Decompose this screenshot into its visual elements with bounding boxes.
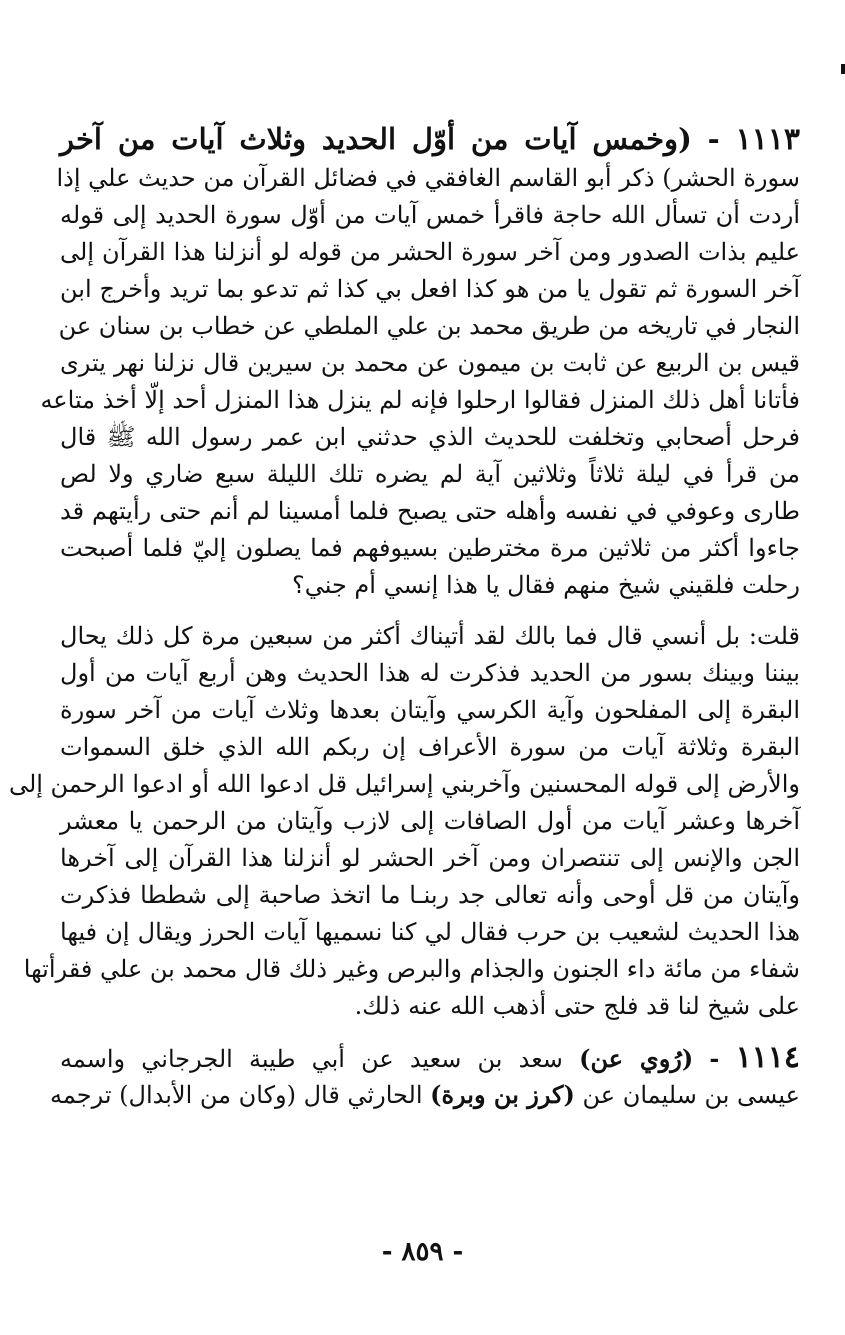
entry-text: سعد بن سعيد عن أبي طيبة الجرجاني واسمه	[60, 1045, 563, 1073]
entry-1113-heading	[60, 118, 800, 160]
comment-line: آخرها وعشر آيات من أول الصافات إلى لازب وآيتان من الرحمن يا معشر	[60, 807, 800, 835]
text-line: عليم بذات الصدور ومن آخر سورة الحشر من قوله لو أنزلنا هذا القرآن إلى	[60, 238, 800, 266]
text-line: طارى وعوفي في نفسه وأهله حتى يصبح فلما أمسينا لم أنم حتى رأيتهم قد	[60, 497, 800, 525]
paragraph-gap	[60, 1025, 800, 1039]
text-line: آخر السورة ثم تقول يا من هو كذا افعل بي كذا ثم تدعو بما تريد وأخرج ابن	[60, 275, 800, 303]
entry-number: ١١١٤	[735, 1040, 801, 1075]
entry-number: ١١١٣	[735, 122, 800, 157]
entry-label: (رُوي عن)	[579, 1044, 694, 1073]
paragraph-gap	[60, 604, 800, 618]
comment-line: بيننا وبينك بسور من الحديد فذكرت له هذا الحديث وهن أربع آيات من أول	[60, 659, 800, 687]
text-line: فأتانا أهل ذلك المنزل فقالوا ارحلوا فإنه لم ينزل هذا المنزل أحد إلّا أخذ متاعه	[40, 386, 800, 414]
text-line: أردت أن تسأل الله حاجة فاقرأ خمس آيات من أوّل سورة الحديد إلى قوله	[60, 201, 800, 229]
text-line: النجار في تاريخه من طريق محمد بن علي الملطي عن خطاب بن سنان عن	[58, 312, 800, 340]
comment-line: هذا الحديث لشعيب بن حرب فقال لي كنا نسميها آيات الحرز ويقال إن فيها	[60, 918, 800, 946]
text-line: جاءوا أكثر من ثلاثين مرة مخترطين بسيوفهم فما يصلون إليّ فلما أصبحت	[60, 534, 800, 562]
page-number: - ٨٥٩ -	[381, 1237, 464, 1267]
comment-line: قلت: بل أنسي قال فما بالك لقد أتيناك أكثر من سبعين مرة كل ذلك يحال	[60, 622, 800, 650]
comment-line: البقرة إلى المفلحون وآية الكرسي وآيتان بعدها وثلاث آيات من آخر سورة	[60, 696, 800, 724]
text-line: سورة الحشر) ذكر أبو القاسم الغافقي في فضائل القرآن من حديث علي إذا	[56, 164, 800, 192]
entry-text: الحارثي قال (وكان من الأبدال) ترجمه	[50, 1081, 423, 1109]
entry-text: عيسى بن سليمان عن	[582, 1081, 800, 1109]
comment-line: شفاء من مائة داء الجنون والجذام والبرص وغير ذلك قال محمد بن علي فقرأتها	[23, 955, 800, 983]
comment-line: البقرة وثلاثة آيات من سورة الأعراف إن ربكم الله الذي خلق السموات	[60, 733, 800, 761]
text-line: من قرأ في ليلة ثلاثاً وثلاثين آية لم يضره تلك الليلة سبع ضاري ولا لص	[60, 460, 800, 488]
text-line: رحلت فلقيني شيخ منهم فقال يا هذا إنسي أم جني؟	[291, 571, 800, 599]
comment-line: على شيخ لنا قد فلج حتى أذهب الله عنه ذلك.	[354, 992, 800, 1020]
corner-mark	[841, 64, 845, 74]
comment-line: الجن والإنس إلى تنتصران ومن آخر الحشر لو أنزلنا هذا القرآن إلى آخرها	[60, 844, 800, 872]
comment-line: والأرض إلى قوله المحسنين وآخربني إسرائيل قل ادعوا الله أو ادعوا الرحمن إلى	[8, 770, 800, 798]
narrator-name: (كرز بن وبرة)	[430, 1080, 575, 1109]
entry-dash: -	[709, 1044, 720, 1073]
entry-1114-line-1	[60, 1039, 800, 1076]
text-line: قيس بن الربيع عن ثابت بن ميمون عن محمد بن سيرين قال نزلنا نهر يترى	[60, 349, 800, 377]
entry-title: (وخمس آيات من أوّل الحديد وثلاث آيات من آخر	[60, 122, 692, 156]
entry-dash: -	[707, 122, 720, 156]
entry-1114-line-2	[50, 1076, 800, 1113]
text-line: فرحل أصحابي وتخلفت للحديث الذي حدثني ابن عمر رسول الله ﷺ قال	[60, 423, 800, 451]
comment-line: وآيتان من قل أوحى وأنه تعالى جد ربنـا ما اتخذ صاحبة إلى شططا فذكرت	[60, 881, 801, 909]
page-body	[8, 118, 801, 1113]
